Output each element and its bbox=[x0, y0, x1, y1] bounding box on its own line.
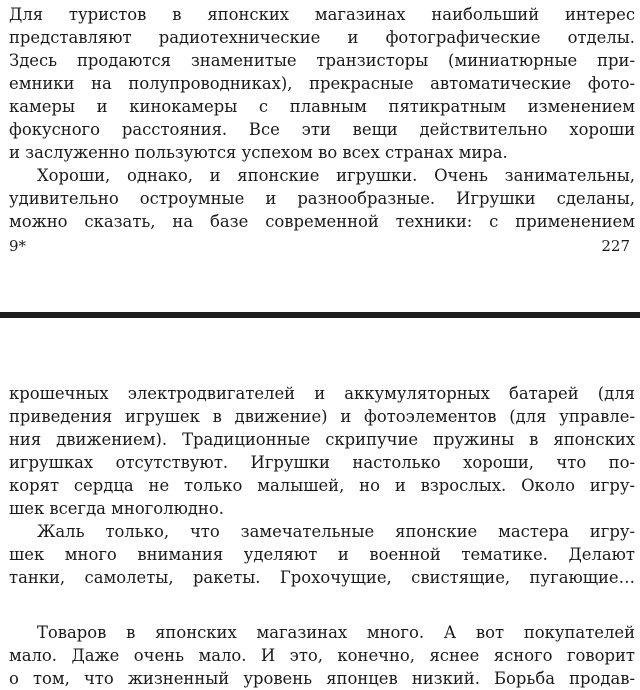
text-line: игрушках отсутствуют. Игрушки настолько хороши, что по- bbox=[9, 453, 635, 472]
text-line: о том, что жизненный уровень японцев низкий. Борьба продав- bbox=[9, 669, 635, 688]
text-line: шек много внимания уделяют и военной тематике. Делают bbox=[9, 545, 635, 564]
top-page bbox=[0, 0, 640, 312]
signature-mark: 9* bbox=[9, 237, 27, 255]
text-line: Здесь продаются знаменитые транзисторы (миниатюрные при- bbox=[9, 51, 635, 70]
text-line: крошечных электродвигателей и аккумуляторных батарей (для bbox=[9, 384, 635, 403]
text-line: шек всегда многолюдно. bbox=[9, 499, 224, 518]
text-line: Жаль только, что замечательные японские мастера игру- bbox=[37, 522, 635, 541]
text-line: емники на полупроводниках), прекрасные автоматические фото- bbox=[9, 74, 635, 93]
text-line: приведения игрушек в движение) и фотоэлементов (для управле- bbox=[9, 407, 635, 426]
text-line: Для туристов в японских магазинах наибольший интерес bbox=[9, 5, 635, 24]
text-line: танки, самолеты, ракеты. Грохочущие, свистящие, пугающие… bbox=[9, 568, 635, 587]
text-line: представляют радиотехнические и фотографические отделы. bbox=[9, 28, 635, 47]
text-line: ния движением). Традиционные скрипучие пружины в японских bbox=[9, 430, 635, 449]
page-number: 227 bbox=[601, 237, 630, 255]
text-line: камеры и кинокамеры с плавным пятикратным изменением bbox=[9, 97, 635, 116]
text-line: Хороши, однако, и японские игрушки. Очень занимательны, bbox=[37, 166, 635, 185]
text-line: мало. Даже очень мало. И это, конечно, яснее ясного говорит bbox=[9, 646, 635, 665]
text-line: можно сказать, на базе современной техники: с применением bbox=[9, 212, 635, 231]
text-line: корят сердца не только малышей, но и взрослых. Около игру- bbox=[9, 476, 635, 495]
text-line: Товаров в японских магазинах много. А вот покупателей bbox=[37, 623, 635, 642]
text-line: удивительно остроумные и разнообразные. Игрушки сделаны, bbox=[9, 189, 635, 208]
bottom-page bbox=[0, 318, 640, 689]
text-line: фокусного расстояния. Все эти вещи действительно хороши bbox=[9, 120, 635, 139]
text-line: и заслуженно пользуются успехом во всех странах мира. bbox=[9, 143, 508, 162]
